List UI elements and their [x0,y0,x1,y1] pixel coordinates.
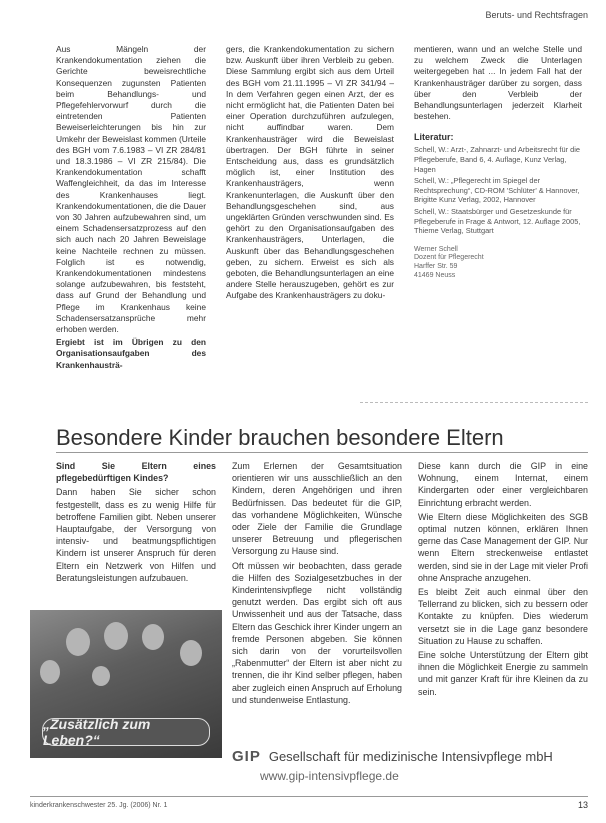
gip-url[interactable]: www.gip-intensivpflege.de [260,769,399,783]
feature-col2-para: Oft müssen wir beobachten, dass gerade die Hilfen des Sozialgesetzbuches in der Kinderintensivpflege nicht vollständig genutzt werden. Das ergibt sich oft aus Unwissenheit und aus der Tatsache, dass Eltern das Geschick ihrer Kinder ungern an fremde Personen abgeben. Sie können sich darin von der vorurteilsvollen „Rabenmutter“ der Eltern ist aber nicht zu trennen, die ihr Kind selber pflegen, haben aber zugleich einen Anspruch auf Erholung und stundenweise Entlastung. [232,560,402,705]
author-line: Werner Schell [414,245,458,253]
feature-col1-para: Dann haben Sie sicher schon festgestellt, dass es zu wenig Hilfe für betroffene Familien gibt. Neben unserer Hauptaufgabe, der Versorgung von intensiv- und beatmungspflichtigen Kindern ist unserer Anspruch für deren Eltern ein Netzwerk von Hilfen und Beratungsleistungen aufzubauen. [56,487,216,583]
person-face [180,640,202,666]
photo-caption: „Zusätzlich zum Leben?“ [42,718,210,746]
top-article-col2: gers, die Krankendokumentation zu sichern bzw. Auskunft über ihren Verbleib zu geben. Diese Sammlung ergibt sich aus dem Urteil des BGH vom 21.11.1995 – VI ZR 341/94 – In dem Verfahren gegen einen Arzt, der es nicht ermöglicht hat, die Patienten Daten bei einer Operation durchzuführen aufzulegen, nicht auffindbar waren. Dem Krankenhausträger wird die Beweislast übertragen. Der BGH führte in seiner Entscheidung aus, dass es grundsätzlich möglich ist, einer Institution des Krankenhausträgers, wenn Krankenunterlagen, die Auskunft über den Behandlungsgeschehen sind, aus ungeklärten Gründen verschwunden sind. Es gehört zu den Organisationsaufgaben des Krankenhausträgers, Unterlagen, die Auskunft über das Behandlungsgeschehen geben, zu sichern. Erweist es sich als geboten, die Behandlungsunterlagen an eine andere Stelle herauszugeben, gehört es zur Aufgabe des Krankenhausträgers zu doku- [226,44,394,301]
feature-col1 [56,460,216,586]
person-face [104,622,128,650]
footer-rule [30,796,588,797]
gip-company-name: Gesellschaft für medizinische Intensivpflege mbH [268,749,553,764]
top-article-col3 [414,44,582,280]
literature-entry: Schell, W.: Staatsbürger und Gesetzeskunde für Pflegeberufe in Frage & Antwort, 12. Auflage 2005, Thieme Verlag, Stuttgart [414,206,581,236]
page-number: 13 [577,800,588,810]
feature-col3-para: Wie Eltern diese Möglichkeiten des SGB optimal nutzen können, erklären Ihnen gerne das Case Management der GIP. Nur wenn Eltern streckenweise entlastet werden, sind sie in der Lage mit vieler Profi ohne Ansprache anzugehen. [418,511,588,583]
child-face [92,666,110,686]
feature-title: Besondere Kinder brauchen besondere Eltern [56,425,504,450]
top-article-col1-text: Aus Mängeln der Krankendokumentation ziehen die Gerichte beweisrechtliche Konsequenzen zugunsten Patienten beim Behandlungs- und Pflegefehlervorwurf durch die eintretenden Patienten Beweiserleichterungen bis hin zur Umkehr der Beweislast kommen (Urteile des BGH vom 7.6.1983 – VI ZR 284/81 und 18.3.1986 – VI ZR 215/84). Die Krankendokumentation schafft Waffengleichheit, da das im Interesse des Krankenhauses liegt. Krankendokumentationen, die die Dauer von 30 Jahren aufzubewahren sind, um einem Schadensersatzprozess auf den sich auch nach 20 Jahren Beweislage keine Nachteile rechnen zu müssen. Folglich ist es notwendig, Krankendokumentationen mindestens solange aufzubewahren, bis feststeht, dass auf Grund der Behandlung und Pflege im Krankenhaus keine Schadensersatzansprüche mehr erhoben werden. [56,44,206,335]
literature-list [414,145,582,235]
literature-heading: Literatur: [414,132,454,143]
feature-col2-para: Zum Erlernen der Gesamtsituation orientieren wir uns ausschließlich an den Kindern, deren Angehörigen und ihren Bedürfnissen. Das bedeutet für die GIP, das vorhandene Möglichkeiten, Wünsche oder Ziele der Familie die Grundlage unserer Betreuung und pflegerischen Versorgung zu Hause sind. [232,461,402,557]
feature-col3-para: Es bleibt Zeit auch einmal über den Tellerrand zu blicken, sich zu bessern oder Kontakte zu knüpfen. Dies wiederum versetzt sie in die Lage ganz besondere Situation zu Hause zu schaffen. [418,587,588,646]
top-article-col1 [56,44,206,371]
feature-title-wrap [56,425,504,451]
top-article-col3-text: mentieren, wann und an welche Stelle und zu welchem Zweck die Unterlagen weitergegeben hat ... In jedem Fall hat der Krankenhausträger darüber zu sorgen, dass über den Verbleib der Behandlungsunterlagen jederzeit Klarheit bestehen. [414,44,582,122]
author-line: Dozent für Pflegerecht [414,254,484,262]
family-photo [30,610,222,758]
gip-logo: GIP [232,748,261,765]
author-line: 41469 Neuss [414,271,456,279]
author-line: Harffer Str. 59 [414,262,458,270]
title-rule [56,452,588,453]
literature-entry: Schell, W.: Arzt-, Zahnarzt- und Arbeitsrecht für die Pflegeberufe, Band 6, 4. Auflage, Kunz Verlag, Hagen [414,145,580,174]
feature-col2 [232,460,402,708]
feature-col3-para: Diese kann durch die GIP in eine Wohnung, einem Internat, einem Kindergarten oder einer vergleichbaren Einrichtung erbracht werden. [418,461,588,508]
feature-col1-lead: Sind Sie Eltern eines pflegebedürftigen Kindes? [56,461,216,484]
person-face [40,660,60,684]
literature-entry: Schell, W.: „Pflegerecht im Spiegel der Rechtsprechung“, CD-ROM 'Schlüter' & Hannover, Brigitte Kunz Verlag, 2002, Hannover [414,176,580,205]
feature-col3-para: Eine solche Unterstützung der Eltern gibt ihnen die Möglichkeit Energie zu sammeln und mit ganzer Kraft für ihre Kleinen da zu sein. [418,650,588,697]
gip-advert [232,748,588,783]
person-face [66,628,90,656]
author-block [414,246,582,280]
section-header: Beruts- und Rechtsfragen [485,10,588,20]
footer-publication: kinderkrankenschwester 25. Jg. (2006) Nr. 1 [30,802,168,809]
top-article-col1-end: Ergiebt ist im Übrigen zu den Organisationsaufgaben des Krankenhausträ- [56,337,206,370]
feature-col3 [418,460,588,700]
person-face [142,624,164,650]
divider [360,402,588,403]
